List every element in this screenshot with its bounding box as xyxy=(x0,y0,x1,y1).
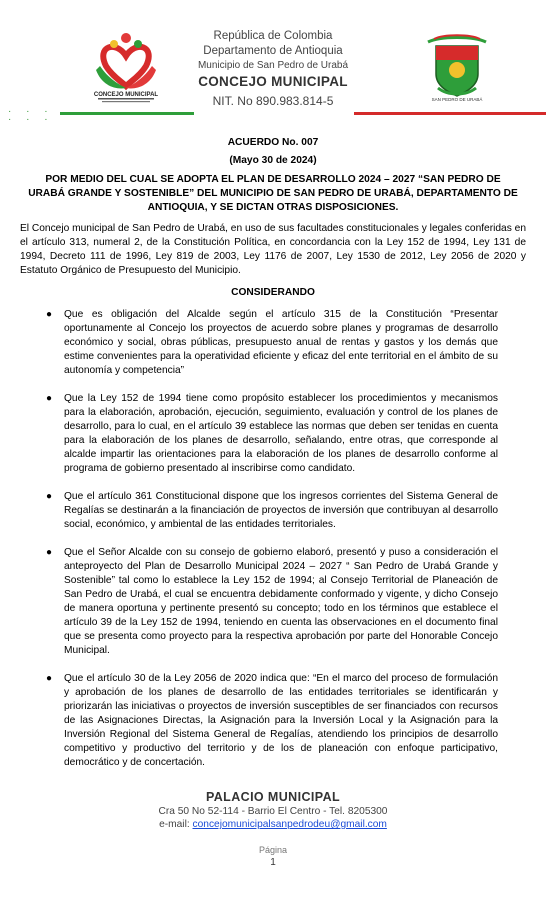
svg-text:CONCEJO MUNICIPAL: CONCEJO MUNICIPAL xyxy=(93,92,159,98)
bullet-icon: ● xyxy=(46,673,53,684)
footer-address: Cra 50 No 52-114 - Barrio El Centro - Tel. 8205300 xyxy=(158,806,388,817)
footer-email-label: e-mail: xyxy=(159,819,190,830)
list-item-text: Que es obligación del Alcalde según el artículo 315 de la Constitución “Presentar oportunamente al Concejo los proyectos de acuerdo sobre planes y programas de desarrollo económico y social, obras públicas, presupuesto anual de rentas y gastos y los demás que estime convenientes para la operatividad eficiente y eficaz del ente territorial en el ámbito de su autonomía y competencia” xyxy=(64,309,498,376)
header-departamento: Departamento de Antioquia xyxy=(203,45,343,57)
footer-email-line xyxy=(0,819,546,830)
list-item-text: Que el artículo 361 Constitucional dispone que los ingresos corrientes del Sistema General de Regalías se destinarán a la financiación de proyectos de inversión que contribuyan al desarrollo social, económico, y ambiental de las entidades territoriales. xyxy=(64,491,498,530)
bullet-icon: ● xyxy=(46,309,53,320)
header-concejo: CONCEJO MUNICIPAL xyxy=(198,74,348,89)
list-item-text: Que el Señor Alcalde con su consejo de gobierno elaboró, presentó y puso a consideración el anteproyecto del Plan de Desarrollo Municipal 2024 – 2027 “ San Pedro de Urabá Grande y Sostenible” tal como lo establece la Ley 152 de 1994; al Consejo Territorial de Planeación de San Pedro de Urabá, el cual se encuentra debidamente conformado y vigente, y dicho Consejo de manera oportuna y pertinente presentó su concepto; todo en los términos que establece el artículo 39 de la Ley 152 de 1994, teniendo en cuenta las observaciones en el documento final que se presenta como proyecto para la respectiva aprobación por parte del Honorable Concejo Municipal. xyxy=(64,547,498,656)
footer-title: PALACIO MUNICIPAL xyxy=(205,790,341,804)
svg-text:SAN PEDRO DE URABÁ: SAN PEDRO DE URABÁ xyxy=(431,97,483,102)
bullet-icon: ● xyxy=(46,547,53,558)
bullet-icon: ● xyxy=(46,491,53,502)
list-item-text: Que la Ley 152 de 1994 tiene como propósito establecer los procedimientos y mecanismos para la elaboración, aprobación, ejecución, seguimiento, evaluación y control de los planes de desarrollo, para lo cual, en el artículo 39 establece las normas que deben ser tenidas en cuenta para la elaboración de los planes de desarrollo, señalando, entre otras, que corresponde al alcalde impartir las orientaciones para la elaboración de los planes de desarrollo conforme al programa de gobierno presentado al inscribirse como candidato. xyxy=(64,393,498,474)
list-item xyxy=(46,546,498,658)
header-dotted-rule: · · · · · · xyxy=(8,106,54,125)
acuerdo-date: (Mayo 30 de 2024) xyxy=(229,155,317,166)
header-green-rule xyxy=(60,112,194,115)
considerando-list xyxy=(46,308,498,784)
header-red-rule xyxy=(354,112,546,115)
bullet-icon: ● xyxy=(46,393,53,404)
page-label: Página xyxy=(258,845,288,855)
acuerdo-number: ACUERDO No. 007 xyxy=(227,137,319,148)
intro-paragraph: El Concejo municipal de San Pedro de Urabá, en uso de sus facultades constitucionales y legales conferidas en el artículo 313, numeral 2, de la Constitución Política, en concordancia con la Ley 152 de 1994, Ley 131 de 1994, Decreto 111 de 1996, Ley 819 de 2003, Ley 1176 de 2007, Ley 1530 de 2012, Ley 2056 de 2020 y Estatuto Orgánico de Presupuesto del Municipio. xyxy=(20,223,526,276)
acuerdo-title: POR MEDIO DEL CUAL SE ADOPTA EL PLAN DE DESARROLLO 2024 – 2027 “SAN PEDRO DE URABÁ GRANDE Y SOSTENIBLE” DEL MUNICIPIO DE SAN PEDRO DE URABÁ, DEPARTAMENTO DE ANTIOQUIA, Y SE DICTAN OTRAS DISPOSICIONES. xyxy=(28,174,518,213)
municipal-shield-logo xyxy=(424,34,490,102)
header-republica: República de Colombia xyxy=(213,30,333,42)
list-item-text: Que el artículo 30 de la Ley 2056 de 2020 indica que: “En el marco del proceso de formulación y aprobación de los planes de desarrollo de las entidades territoriales se identificarán y priorizarán las iniciativas o proyectos de inversión susceptibles de ser financiados con recursos de las Asignaciones Directas, la Asignación para la Inversión Local y la Asignación para la Inversión Regional del Sistema General de Regalías, atendiendo los principios de desarrollo competitivo y productivo del territorio y de los de planeación con enfoque participativo, democrático y de concertación. xyxy=(64,673,498,768)
header-nit: NIT. No 890.983.814-5 xyxy=(212,94,334,108)
page-number: 1 xyxy=(270,857,276,868)
list-item xyxy=(46,490,498,532)
footer-email-link[interactable]: concejomunicipalsanpedrodeu@gmail.com xyxy=(192,819,387,830)
considerando-heading: CONSIDERANDO xyxy=(231,287,315,298)
list-item xyxy=(46,392,498,476)
list-item xyxy=(46,308,498,378)
list-item xyxy=(46,672,498,770)
header-municipio: Municipio de San Pedro de Urabá xyxy=(197,60,349,71)
